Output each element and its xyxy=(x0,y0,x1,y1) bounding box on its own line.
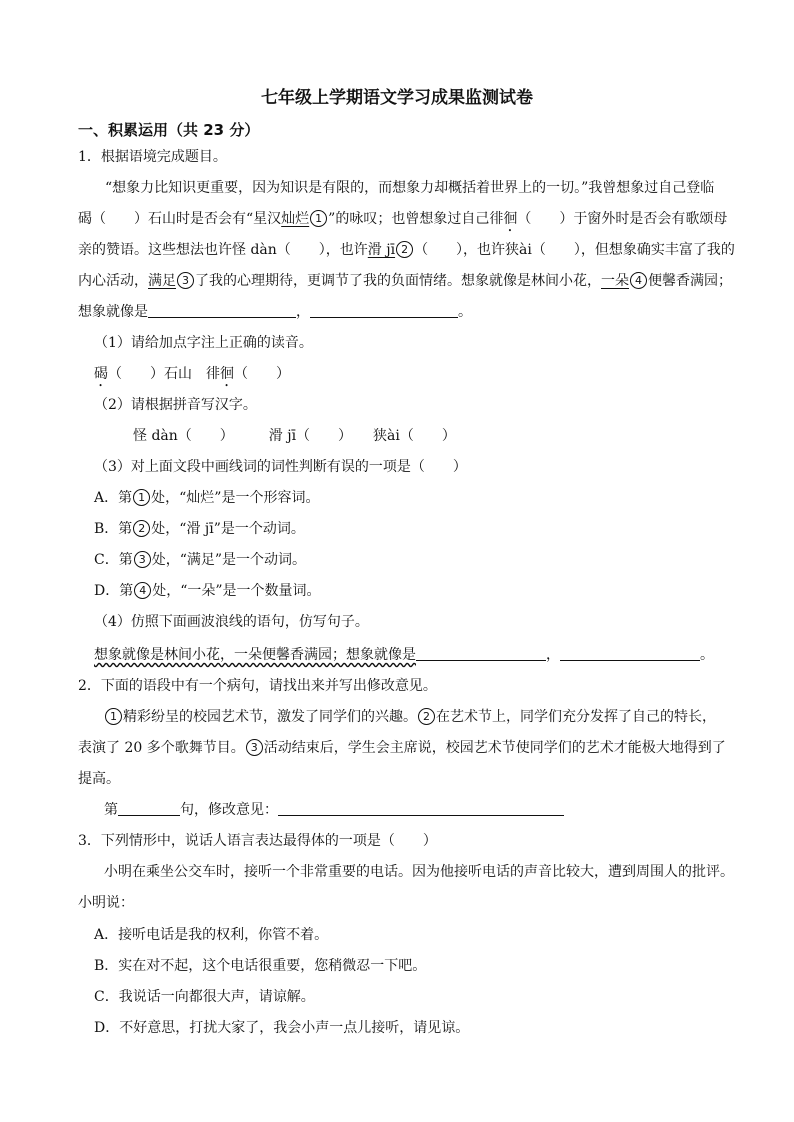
circled-number-1: 1 xyxy=(310,210,327,227)
option-b[interactable]: B．实在对不起，这个电话很重要，您稍微忍一下吧。 xyxy=(94,958,427,974)
question-3-stem: 3．下列情形中，说话人语言表达最得体的一项是（ ） xyxy=(78,833,437,849)
option-a[interactable]: A．第 1 处，“灿烂”是一个形容词。 xyxy=(94,490,320,506)
question-2-answer: 第 句，修改意见： xyxy=(104,800,564,820)
dotted-char: 徊 xyxy=(503,211,518,227)
option-c[interactable]: C．第 3 处，“满足”是一个动词。 xyxy=(94,552,307,568)
question-1-stem: 1．根据语境完成题目。 xyxy=(78,149,227,165)
sub-question-2: （2）请根据拼音写汉字。 xyxy=(94,397,257,413)
answer-blank[interactable] xyxy=(416,646,546,661)
underlined-word-1: 灿烂 1 xyxy=(281,211,328,227)
question-2-stem: 2．下面的语段中有一个病句，请找出来并写出修改意见。 xyxy=(78,678,437,694)
circled-number-2: 2 xyxy=(418,708,435,725)
sub-question-2-answer: 怪 dàn（ ） 滑 jī（ ） 狭ài（ ） xyxy=(133,428,456,444)
passage-line-1: “想象力比知识更重要，因为知识是有限的，而想象力却概括着世界上的一切。”我曾想象过自己登临 xyxy=(105,180,715,196)
circled-number-4: 4 xyxy=(630,272,647,289)
passage-line-4: 内心活动，满足 3 了我的心理期待，更调节了我的负面情绪。想象就像是林间小花，一朵 4 便馨香满园； xyxy=(78,273,732,289)
sub-question-1-answer: 碣（ ）石山 徘徊（ ） xyxy=(94,366,290,382)
page-title: 七年级上学期语文学习成果监测试卷 xyxy=(261,88,533,108)
option-d[interactable]: D．不好意思，打扰大家了，我会小声一点儿接听，请见谅。 xyxy=(94,1020,470,1036)
circled-number-2: 2 xyxy=(133,520,150,537)
answer-blank[interactable] xyxy=(148,303,296,318)
underlined-word-2: 滑 jī 2 xyxy=(368,242,414,258)
sub-question-4-answer: 想象就像是林间小花，一朵便馨香满园；想象就像是 ， 。 xyxy=(94,647,714,663)
circled-number-4: 4 xyxy=(134,582,151,599)
section-heading: 一、积累运用（共 23 分） xyxy=(78,121,260,139)
circled-number-1: 1 xyxy=(105,708,122,725)
option-b[interactable]: B．第 2 处，“滑 jī”是一个动词。 xyxy=(94,521,305,537)
circled-number-3: 3 xyxy=(177,272,194,289)
answer-blank[interactable] xyxy=(118,801,180,816)
circled-number-2: 2 xyxy=(396,241,413,258)
underlined-word-4: 一朵 4 xyxy=(601,273,648,289)
circled-number-3: 3 xyxy=(246,739,263,756)
passage-line-2: 碣（ ）石山时是否会有“星汉灿烂 1 ”的咏叹；也曾想象过自己徘徊（ ）于窗外时是否会有歌颂母 xyxy=(78,211,728,227)
circled-number-3: 3 xyxy=(134,551,151,568)
option-d[interactable]: D．第 4 处，“一朵”是一个数量词。 xyxy=(94,583,321,599)
sub-question-1: （1）请给加点字注上正确的读音。 xyxy=(94,335,313,351)
sub-question-3: （3）对上面文段中画线词的词性判断有误的一项是（ ） xyxy=(94,459,467,475)
underlined-word-3: 满足 3 xyxy=(148,273,195,289)
context-line-2: 小明说： xyxy=(78,895,134,911)
sub-question-4: （4）仿照下面画波浪线的语句，仿写句子。 xyxy=(94,614,369,630)
paragraph-line-2: 表演了 20 多个歌舞节目。 3 活动结束后，学生会主席说，校园艺术节使同学们的艺术才能极大地得到了 xyxy=(78,740,726,756)
paragraph-line-3: 提高。 xyxy=(78,771,120,787)
option-a[interactable]: A．接听电话是我的权利，你管不着。 xyxy=(94,927,329,943)
answer-blank[interactable] xyxy=(278,801,564,816)
paragraph-line-1: 1 精彩纷呈的校园艺术节，激发了同学们的兴趣。 2 在艺术节上，同学们充分发挥了自己的特长， xyxy=(104,707,716,727)
passage-line-3: 亲的赞语。这些想法也许怪 dàn（ ），也许滑 jī 2 （ ），也许狭ài（ ），但想象确实丰富了我的 xyxy=(78,242,735,258)
answer-blank[interactable] xyxy=(310,303,458,318)
context-line-1: 小明在乘坐公交车时，接听一个非常重要的电话。因为他接听电话的声音比较大，遭到周围人的批评。 xyxy=(104,864,734,880)
circled-number-1: 1 xyxy=(133,489,150,506)
option-c[interactable]: C．我说话一向都很大声，请谅解。 xyxy=(94,989,315,1005)
answer-blank[interactable] xyxy=(560,646,700,661)
passage-line-5: 想象就像是 ， 。 xyxy=(78,304,472,320)
